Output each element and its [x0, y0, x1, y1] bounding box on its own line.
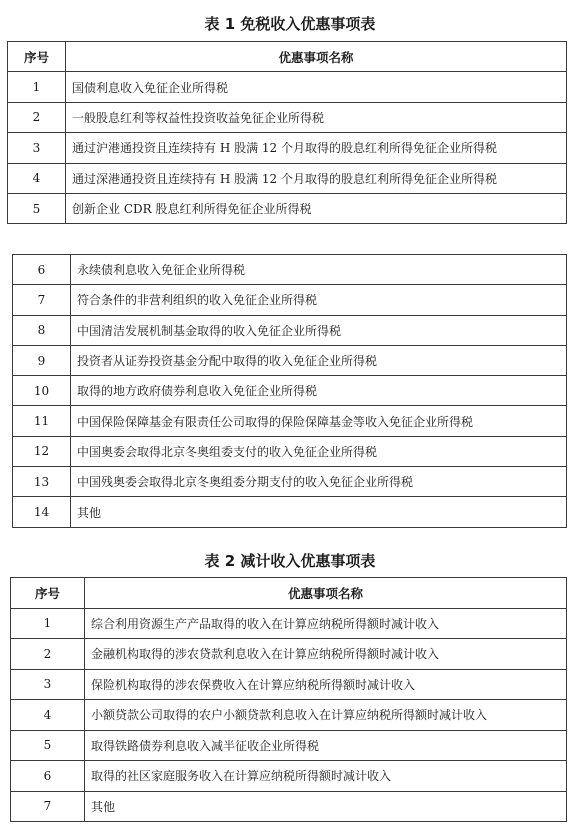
- table-2: [10, 577, 567, 822]
- table-row: [13, 467, 567, 497]
- table-row: [11, 761, 567, 792]
- row-serial-number: 5: [11, 730, 85, 761]
- table-row: [13, 406, 567, 436]
- row-serial-number: 4: [8, 163, 66, 193]
- table-1-title: 表 1 免税收入优惠事项表: [204, 15, 376, 33]
- table-row: [8, 193, 567, 223]
- row-serial-number: 3: [11, 669, 85, 700]
- table-row: [13, 315, 567, 345]
- table-row: [11, 730, 567, 761]
- table-row: [13, 285, 567, 315]
- table-row: [11, 639, 567, 670]
- table-row: [13, 345, 567, 375]
- row-serial-number: 2: [11, 639, 85, 670]
- row-serial-number: 4: [11, 700, 85, 731]
- row-item-name: 综合利用资源生产产品取得的收入在计算应纳税所得额时减计收入: [85, 608, 567, 639]
- table-1-part-1: [7, 41, 567, 224]
- row-item-name: 其他: [71, 497, 567, 527]
- row-item-name: 中国奥委会取得北京冬奥组委支付的收入免征企业所得税: [71, 436, 567, 466]
- row-item-name: 中国保险保障基金有限责任公司取得的保险保障基金等收入免征企业所得税: [71, 406, 567, 436]
- table-row: [11, 608, 567, 639]
- table-1-part-2: [12, 254, 567, 528]
- header-serial-number: 序号: [8, 42, 66, 72]
- row-item-name: 取得铁路债券利息收入减半征收企业所得税: [85, 730, 567, 761]
- row-item-name: 金融机构取得的涉农贷款利息收入在计算应纳税所得额时减计收入: [85, 639, 567, 670]
- table-row: [13, 376, 567, 406]
- header-item-name: 优惠事项名称: [85, 578, 567, 609]
- row-item-name: 国债利息收入免征企业所得税: [66, 72, 567, 102]
- row-serial-number: 6: [13, 255, 71, 285]
- table-row: [13, 436, 567, 466]
- row-serial-number: 8: [13, 315, 71, 345]
- row-serial-number: 6: [11, 761, 85, 792]
- row-item-name: 创新企业 CDR 股息红利所得免征企业所得税: [66, 193, 567, 223]
- row-serial-number: 1: [11, 608, 85, 639]
- row-item-name: 通过沪港通投资且连续持有 H 股满 12 个月取得的股息红利所得免征企业所得税: [66, 133, 567, 163]
- table-row: [11, 669, 567, 700]
- row-serial-number: 11: [13, 406, 71, 436]
- row-item-name: 中国清洁发展机制基金取得的收入免征企业所得税: [71, 315, 567, 345]
- row-item-name: 永续债利息收入免征企业所得税: [71, 255, 567, 285]
- table-2-title: 表 2 减计收入优惠事项表: [204, 552, 376, 570]
- row-serial-number: 9: [13, 345, 71, 375]
- row-item-name: 符合条件的非营利组织的收入免征企业所得税: [71, 285, 567, 315]
- table-header-row: [8, 42, 567, 72]
- row-serial-number: 5: [8, 193, 66, 223]
- row-serial-number: 7: [11, 791, 85, 822]
- row-serial-number: 12: [13, 436, 71, 466]
- header-serial-number: 序号: [11, 578, 85, 609]
- row-serial-number: 2: [8, 102, 66, 132]
- table-header-row: [11, 578, 567, 609]
- row-serial-number: 3: [8, 133, 66, 163]
- row-item-name: 取得的地方政府债券利息收入免征企业所得税: [71, 376, 567, 406]
- row-item-name: 小额贷款公司取得的农户小额贷款利息收入在计算应纳税所得额时减计收入: [85, 700, 567, 731]
- row-item-name: 保险机构取得的涉农保费收入在计算应纳税所得额时减计收入: [85, 669, 567, 700]
- table-row: [8, 72, 567, 102]
- table-row: [8, 163, 567, 193]
- table-row: [8, 102, 567, 132]
- table-row: [8, 133, 567, 163]
- row-serial-number: 10: [13, 376, 71, 406]
- row-item-name: 一般股息红利等权益性投资收益免征企业所得税: [66, 102, 567, 132]
- table-row: [13, 255, 567, 285]
- row-item-name: 投资者从证券投资基金分配中取得的收入免征企业所得税: [71, 345, 567, 375]
- table-row: [11, 700, 567, 731]
- row-serial-number: 7: [13, 285, 71, 315]
- row-item-name: 通过深港通投资且连续持有 H 股满 12 个月取得的股息红利所得免征企业所得税: [66, 163, 567, 193]
- row-serial-number: 1: [8, 72, 66, 102]
- row-item-name: 中国残奥委会取得北京冬奥组委分期支付的收入免征企业所得税: [71, 467, 567, 497]
- row-item-name: 其他: [85, 791, 567, 822]
- header-item-name: 优惠事项名称: [66, 42, 567, 72]
- table-row: [11, 791, 567, 822]
- row-serial-number: 13: [13, 467, 71, 497]
- row-item-name: 取得的社区家庭服务收入在计算应纳税所得额时减计收入: [85, 761, 567, 792]
- row-serial-number: 14: [13, 497, 71, 527]
- table-row: [13, 497, 567, 527]
